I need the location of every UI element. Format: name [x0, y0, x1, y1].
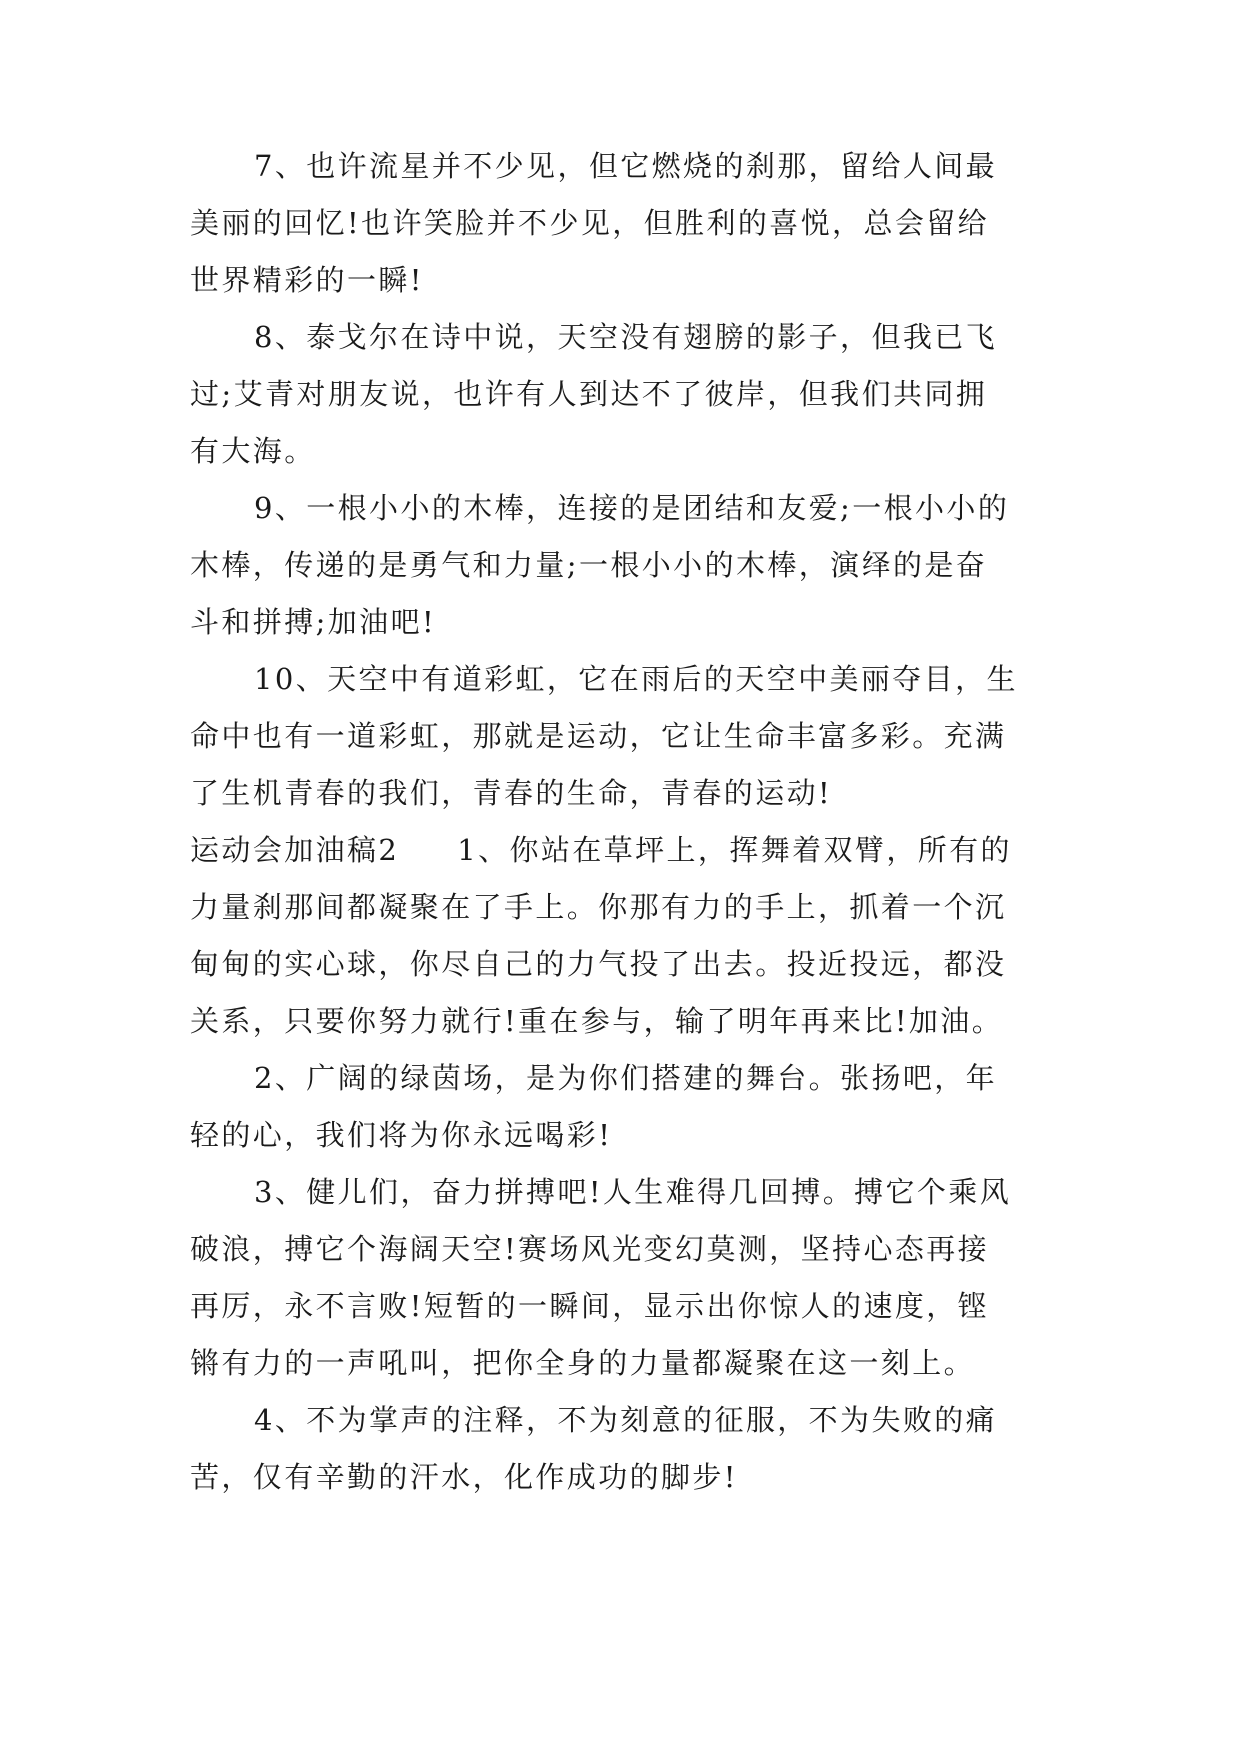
paragraph-line: 破浪，搏它个海阔天空!赛场风光变幻莫测，坚持心态再接: [190, 1232, 990, 1266]
paragraph-line: 世界精彩的一瞬!: [190, 263, 424, 297]
paragraph-line: 斗和拼搏;加油吧!: [190, 605, 437, 639]
paragraph-line: 4、不为掌声的注释，不为刻意的征服，不为失败的痛: [254, 1403, 998, 1437]
paragraph-line: 苦，仅有辛勤的汗水，化作成功的脚步!: [190, 1460, 738, 1494]
paragraph-line: 9、一根小小的木棒，连接的是团结和友爱;一根小小的: [254, 491, 1010, 525]
paragraph-line: 再厉，永不言败!短暂的一瞬间，显示出你惊人的速度，铿: [190, 1289, 990, 1323]
section-heading-line: [190, 820, 1070, 880]
paragraph-line: 木棒，传递的是勇气和力量;一根小小的木棒，演绎的是奋: [190, 548, 988, 582]
paragraph-line: 8、泰戈尔在诗中说，天空没有翅膀的影子，但我已飞: [254, 320, 998, 354]
paragraph-line: 美丽的回忆!也许笑脸并不少见，但胜利的喜悦，总会留给: [190, 206, 990, 240]
paragraph-line: 3、健儿们，奋力拼搏吧!人生难得几回搏。搏它个乘风: [254, 1175, 1012, 1209]
paragraph-line: 2、广阔的绿茵场，是为你们搭建的舞台。张扬吧，年: [254, 1061, 998, 1095]
paragraph-line: 命中也有一道彩虹，那就是运动，它让生命丰富多彩。充满: [190, 719, 1007, 753]
paragraph-line: 轻的心，我们将为你永远喝彩!: [190, 1118, 613, 1152]
paragraph-line: 有大海。: [190, 434, 316, 468]
paragraph-line: 关系，只要你努力就行!重在参与，输了明年再来比!加油。: [190, 1004, 1004, 1038]
paragraph-line: 力量刹那间都凝聚在了手上。你那有力的手上，抓着一个沉: [190, 890, 1007, 924]
paragraph-line: 了生机青春的我们，青春的生命，青春的运动!: [190, 776, 833, 810]
paragraph-line: 甸甸的实心球，你尽自己的力气投了出去。投近投远，都没: [190, 947, 1007, 981]
paragraph-line: 7、也许流星并不少见，但它燃烧的刹那，留给人间最: [254, 149, 998, 183]
paragraph-line: 锵有力的一声吼叫，把你全身的力量都凝聚在这一刻上。: [190, 1346, 976, 1380]
section-heading: 运动会加油稿2: [190, 833, 400, 867]
paragraph-line: 10、天空中有道彩虹，它在雨后的天空中美丽夺目，生: [254, 662, 1018, 696]
paragraph-line: 1、你站在草坪上，挥舞着双臂，所有的: [457, 833, 1012, 867]
paragraph-line: 过;艾青对朋友说，也许有人到达不了彼岸，但我们共同拥: [190, 377, 988, 411]
